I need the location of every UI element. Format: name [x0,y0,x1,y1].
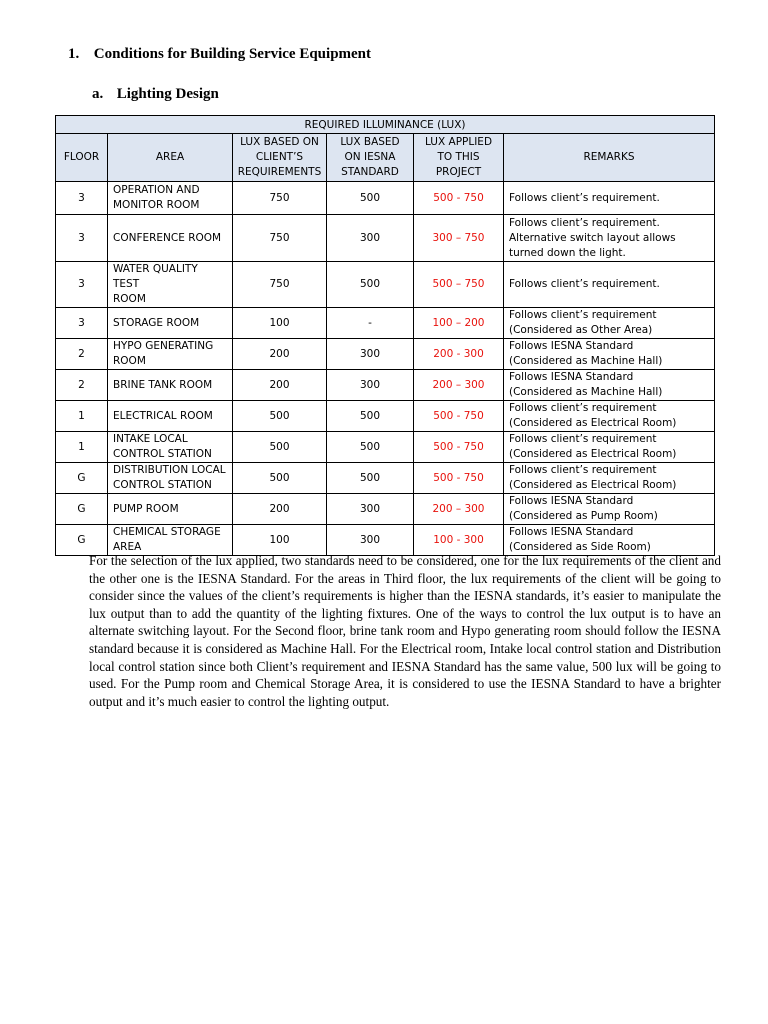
cell-client-lux: 100 [233,525,327,556]
table-row [56,339,715,370]
cell-area: INTAKE LOCAL CONTROL STATION [108,432,233,463]
cell-applied-lux: 100 - 300 [414,525,504,556]
col-header-remarks: REMARKS [504,134,715,182]
cell-remarks: Follows client’s requirement (Considered as Electrical Room) [504,463,715,494]
col-header-client-lux: LUX BASED ON CLIENT’S REQUIREMENTS [233,134,327,182]
table-row [56,525,715,556]
cell-floor: 3 [56,182,108,215]
table-row [56,432,715,463]
table-row [56,182,715,215]
cell-floor: 2 [56,370,108,401]
cell-iesna-lux: 300 [327,494,414,525]
cell-floor: G [56,463,108,494]
cell-client-lux: 500 [233,463,327,494]
cell-remarks: Follows IESNA Standard (Considered as Pump Room) [504,494,715,525]
cell-iesna-lux: 300 [327,370,414,401]
cell-remarks: Follows IESNA Standard (Considered as Machine Hall) [504,339,715,370]
cell-applied-lux: 200 - 300 [414,339,504,370]
cell-iesna-lux: - [327,308,414,339]
cell-remarks: Follows client’s requirement (Considered as Other Area) [504,308,715,339]
cell-remarks: Follows IESNA Standard (Considered as Side Room) [504,525,715,556]
cell-floor: 3 [56,308,108,339]
table-row [56,401,715,432]
cell-iesna-lux: 500 [327,401,414,432]
cell-client-lux: 100 [233,308,327,339]
section-number: 1. [68,46,80,62]
section-title: Conditions for Building Service Equipment [93,46,372,62]
cell-client-lux: 750 [233,262,327,308]
cell-floor: 3 [56,215,108,262]
cell-area: BRINE TANK ROOM [108,370,233,401]
cell-applied-lux: 200 – 300 [414,370,504,401]
col-header-applied-lux: LUX APPLIED TO THIS PROJECT [414,134,504,182]
cell-client-lux: 750 [233,182,327,215]
cell-area: PUMP ROOM [108,494,233,525]
subsection-number: a. [92,86,104,102]
subsection-title: Lighting Design [116,86,219,102]
subsection-heading [92,86,219,103]
explanation-paragraph: For the selection of the lux applied, two standards need to be considered, one for the lux requirements of the client and the other one is the IESNA Standard. For the areas in Third floor, the lux requirements of the client will be going to consider since the values of the client’s requirements is higher than the IESNA standards, it’s easier to manipulate the lux output than to add the quantity of the lighting fixtures. One of the ways to control the lux output is to have an alternate switching layout. For the Second floor, brine tank room and Hypo generating room should follow the IESNA standard because it is considered as Machine Hall. For the Electrical room, Intake local control station and Distribution local control station since both Client’s requirement and IESNA Standard has the same value, 500 lux will be going to used. For the Pump room and Chemical Storage Area, it is considered to use the IESNA Standard to have a brighter output and it’s much easier to control the lighting output. [89,553,721,709]
cell-floor: 1 [56,432,108,463]
cell-iesna-lux: 300 [327,215,414,262]
cell-client-lux: 500 [233,432,327,463]
cell-area: CHEMICAL STORAGE AREA [108,525,233,556]
cell-iesna-lux: 300 [327,525,414,556]
col-header-area: AREA [108,134,233,182]
table-row [56,215,715,262]
cell-iesna-lux: 500 [327,463,414,494]
illuminance-table [55,115,715,556]
cell-iesna-lux: 300 [327,339,414,370]
cell-area: DISTRIBUTION LOCAL CONTROL STATION [108,463,233,494]
cell-applied-lux: 300 – 750 [414,215,504,262]
cell-client-lux: 200 [233,370,327,401]
cell-floor: 2 [56,339,108,370]
col-header-floor: FLOOR [56,134,108,182]
section-heading [68,46,371,63]
cell-floor: G [56,494,108,525]
cell-client-lux: 500 [233,401,327,432]
cell-applied-lux: 500 - 750 [414,432,504,463]
cell-applied-lux: 500 – 750 [414,262,504,308]
cell-area: ELECTRICAL ROOM [108,401,233,432]
cell-iesna-lux: 500 [327,262,414,308]
table-row [56,463,715,494]
col-header-iesna-lux: LUX BASED ON IESNA STANDARD [327,134,414,182]
table-row [56,370,715,401]
cell-area: CONFERENCE ROOM [108,215,233,262]
cell-area: OPERATION AND MONITOR ROOM [108,182,233,215]
cell-area: WATER QUALITY TEST ROOM [108,262,233,308]
cell-applied-lux: 100 – 200 [414,308,504,339]
cell-iesna-lux: 500 [327,432,414,463]
cell-applied-lux: 500 - 750 [414,182,504,215]
cell-floor: 3 [56,262,108,308]
cell-applied-lux: 500 - 750 [414,401,504,432]
cell-area: HYPO GENERATING ROOM [108,339,233,370]
cell-remarks: Follows IESNA Standard (Considered as Machine Hall) [504,370,715,401]
cell-iesna-lux: 500 [327,182,414,215]
cell-applied-lux: 500 - 750 [414,463,504,494]
cell-remarks: Follows client’s requirement. [504,262,715,308]
cell-remarks: Follows client’s requirement. Alternative switch layout allows turned down the light. [504,215,715,262]
cell-remarks: Follows client’s requirement (Considered as Electrical Room) [504,401,715,432]
cell-area: STORAGE ROOM [108,308,233,339]
cell-floor: G [56,525,108,556]
cell-remarks: Follows client’s requirement (Considered as Electrical Room) [504,432,715,463]
table-row [56,308,715,339]
cell-remarks: Follows client’s requirement. [504,182,715,215]
table-row [56,494,715,525]
table-row [56,262,715,308]
cell-applied-lux: 200 – 300 [414,494,504,525]
table-title: REQUIRED ILLUMINANCE (LUX) [56,116,715,134]
cell-client-lux: 200 [233,339,327,370]
cell-client-lux: 200 [233,494,327,525]
cell-client-lux: 750 [233,215,327,262]
cell-floor: 1 [56,401,108,432]
